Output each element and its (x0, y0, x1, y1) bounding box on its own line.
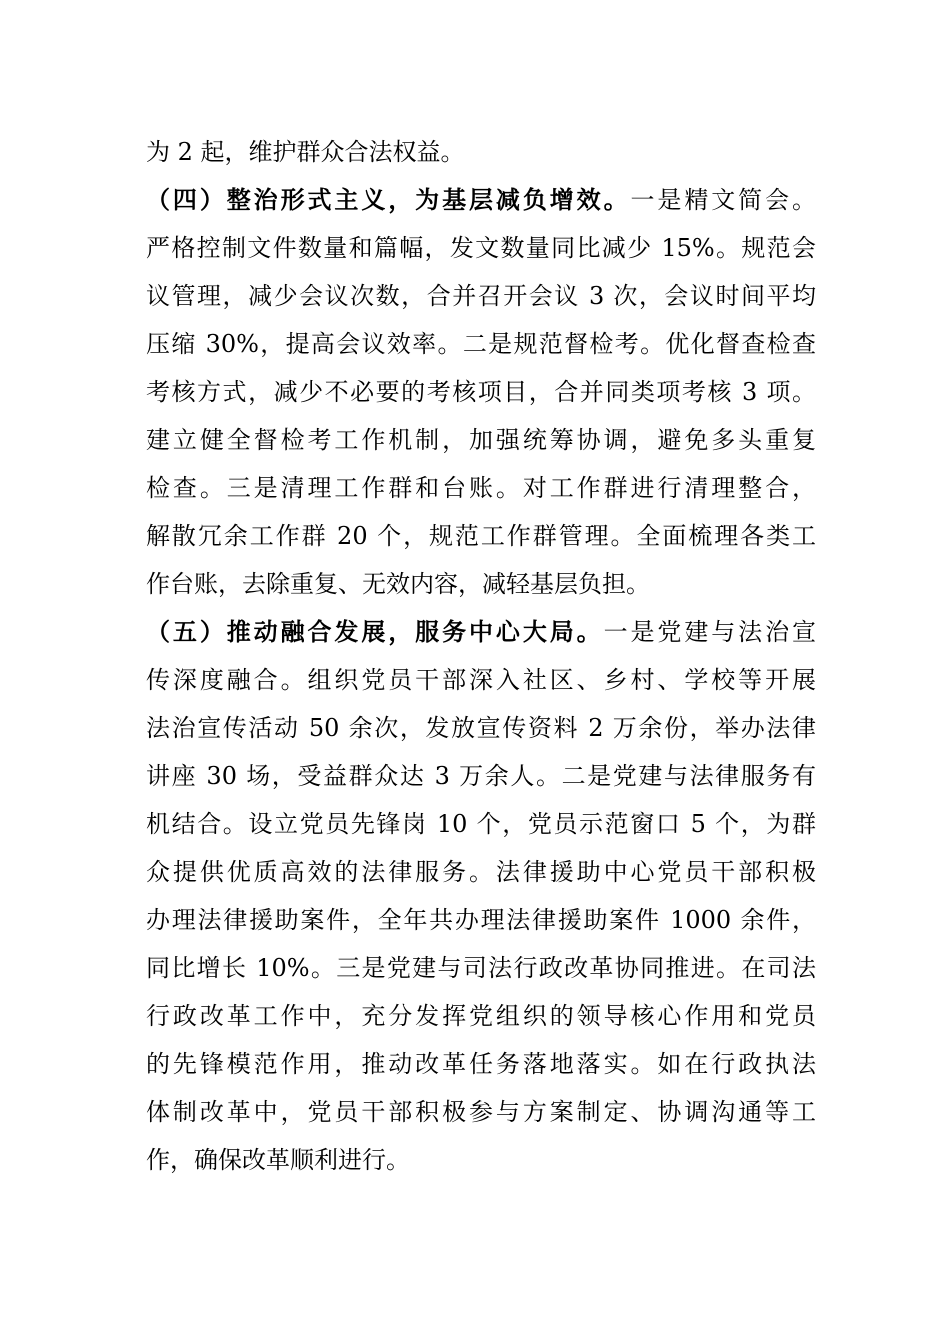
text-line (146, 1144, 816, 1192)
text-run: 议管理，减少会议次数，合并召开会议 3 次，会议时间平均 (146, 282, 816, 310)
text-line (146, 232, 816, 280)
text-run: 作，确保改革顺利进行。 (146, 1146, 410, 1174)
text-run: 同比增长 10%。三是党建与司法行政改革协同推进。在司法 (146, 954, 816, 982)
text-line (146, 376, 816, 424)
text-line (146, 712, 816, 760)
text-run: 办理法律援助案件，全年共办理法律援助案件 1000 余件， (146, 906, 816, 934)
text-run: 法治宣传活动 50 余次，发放宣传资料 2 万余份，举办法律 (146, 714, 816, 742)
text-run: 行政改革工作中，充分发挥党组织的领导核心作用和党员 (146, 1002, 816, 1030)
text-line (146, 1096, 816, 1144)
text-line (146, 280, 816, 328)
text-run: 解散冗余工作群 20 个，规范工作群管理。全面梳理各类工 (146, 522, 816, 550)
text-line (146, 472, 816, 520)
section-heading-5: （五）推动融合发展，服务中心大局。 (146, 617, 604, 646)
text-run: 体制改革中，党员干部积极参与方案制定、协调沟通等工 (146, 1098, 816, 1126)
text-run: 讲座 30 场，受益群众达 3 万余人。二是党建与法律服务有 (146, 762, 816, 790)
text-line (146, 664, 816, 712)
text-run: 作台账，去除重复、无效内容，减轻基层负担。 (146, 570, 650, 598)
text-line (146, 568, 816, 616)
text-line (146, 1000, 816, 1048)
text-line (146, 424, 816, 472)
text-run: 检查。三是清理工作群和台账。对工作群进行清理整合， (146, 474, 816, 502)
text-run: 为 2 起，维护群众合法权益。 (146, 138, 465, 166)
text-run: 的先锋模范作用，推动改革任务落地落实。如在行政执法 (146, 1050, 816, 1078)
text-line (146, 952, 816, 1000)
text-run: 考核方式，减少不必要的考核项目，合并同类项考核 3 项。 (146, 378, 816, 406)
text-run: 众提供优质高效的法律服务。法律援助中心党员干部积极 (146, 858, 816, 886)
text-line (146, 1048, 816, 1096)
text-line (146, 616, 816, 664)
text-run: 压缩 30%，提高会议效率。二是规范督检考。优化督查检查 (146, 330, 816, 358)
text-run: 建立健全督检考工作机制，加强统筹协调，避免多头重复 (146, 426, 816, 454)
text-run: 机结合。设立党员先锋岗 10 个，党员示范窗口 5 个，为群 (146, 810, 816, 838)
text-line (146, 184, 816, 232)
text-line (146, 520, 816, 568)
text-line (146, 904, 816, 952)
text-line (146, 808, 816, 856)
text-line (146, 760, 816, 808)
section-heading-4: （四）整治形式主义，为基层减负增效。 (146, 185, 631, 214)
text-run: 一是精文简会。 (630, 186, 816, 214)
text-line (146, 856, 816, 904)
text-line (146, 136, 816, 184)
text-line (146, 328, 816, 376)
text-run: 严格控制文件数量和篇幅，发文数量同比减少 15%。规范会 (146, 234, 816, 262)
text-run: 一是党建与法治宣 (603, 618, 817, 646)
text-run: 传深度融合。组织党员干部深入社区、乡村、学校等开展 (146, 666, 816, 694)
